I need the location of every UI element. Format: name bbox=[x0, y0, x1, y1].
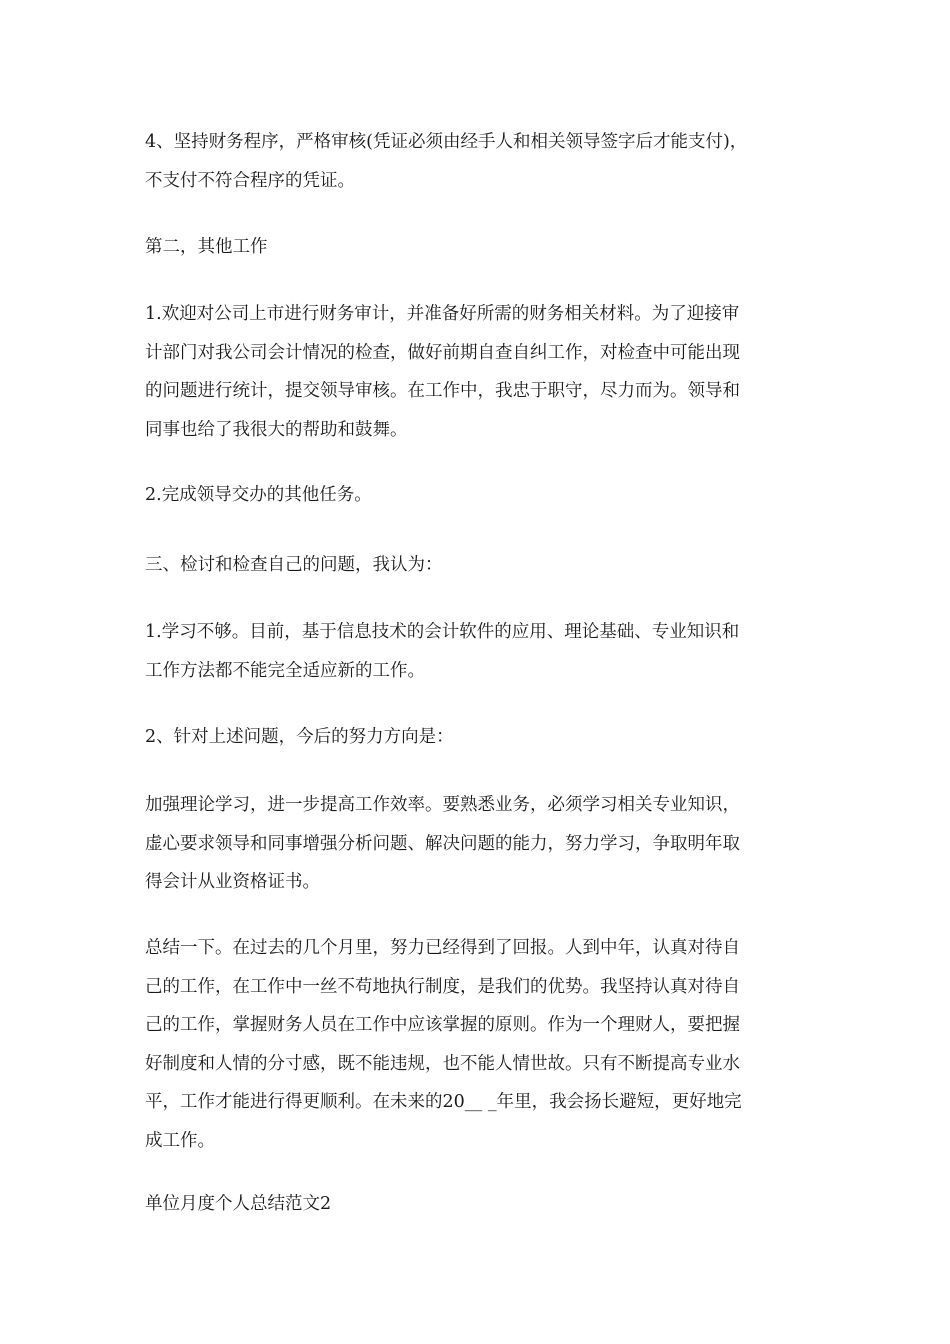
section-heading-example-2 bbox=[145, 1185, 810, 1224]
text-line: 工作方法都不能完全适应新的工作。 bbox=[145, 660, 425, 681]
text-line: 虚心要求领导和同事增强分析问题、解决问题的能力，努力学习，争取明年取 bbox=[145, 833, 740, 854]
paragraph-finance-procedure bbox=[145, 123, 810, 200]
text-line: 2、针对上述问题，今后的努力方向是： bbox=[145, 727, 454, 747]
text-line: 成工作。 bbox=[145, 1130, 215, 1151]
text-line: 三、检讨和检查自己的问题，我认为： bbox=[145, 555, 443, 575]
text-line: 2.完成领导交办的其他任务。 bbox=[145, 485, 372, 505]
text-line: 不支付不符合程序的凭证。 bbox=[145, 170, 355, 191]
text-line: 好制度和人情的分寸感，既不能违规，也不能人情世故。只有不断提高专业水 bbox=[145, 1053, 740, 1074]
text-line: 第二，其他工作 bbox=[145, 237, 268, 257]
text-line: 计部门对我公司会计情况的检查，做好前期自查自纠工作，对检查中可能出现 bbox=[145, 342, 740, 363]
text-line: 的问题进行统计，提交领导审核。在工作中，我忠于职守，尽力而为。领导和 bbox=[145, 381, 740, 401]
paragraph-insufficient-study bbox=[145, 613, 810, 690]
paragraph-summary bbox=[145, 929, 810, 1160]
text-line: 1.欢迎对公司上市进行财务审计，并准备好所需的财务相关材料。为了迎接审 bbox=[145, 304, 740, 324]
text-line: 平，工作才能进行得更顺利。在未来的20__ _年里，我会扬长避短，更好地完 bbox=[145, 1092, 742, 1112]
section-heading-other-work bbox=[145, 228, 810, 267]
text-line: 总结一下。在过去的几个月里，努力已经得到了回报。人到中年，认真对待自 bbox=[145, 938, 740, 958]
section-heading-self-review bbox=[145, 546, 810, 585]
paragraph-other-tasks bbox=[145, 476, 810, 515]
text-line: 己的工作，掌握财务人员在工作中应该掌握的原则。作为一个理财人，要把握 bbox=[145, 1015, 740, 1035]
paragraph-audit bbox=[145, 295, 810, 449]
text-line: 同事也给了我很大的帮助和鼓舞。 bbox=[145, 419, 408, 440]
paragraph-direction bbox=[145, 718, 810, 757]
text-line: 得会计从业资格证书。 bbox=[145, 872, 320, 892]
text-line: 加强理论学习，进一步提高工作效率。要熟悉业务，必须学习相关专业知识， bbox=[145, 795, 740, 815]
text-line: 4、坚持财务程序，严格审核(凭证必须由经手人和相关领导签字后才能支付)， bbox=[145, 132, 748, 152]
text-line: 己的工作，在工作中一丝不苟地执行制度，是我们的优势。我坚持认真对待自 bbox=[145, 976, 740, 997]
paragraph-strengthen-study bbox=[145, 786, 810, 902]
text-line: 1.学习不够。目前，基于信息技术的会计软件的应用、理论基础、专业知识和 bbox=[145, 622, 740, 642]
text-line: 单位月度个人总结范文2 bbox=[145, 1194, 332, 1214]
